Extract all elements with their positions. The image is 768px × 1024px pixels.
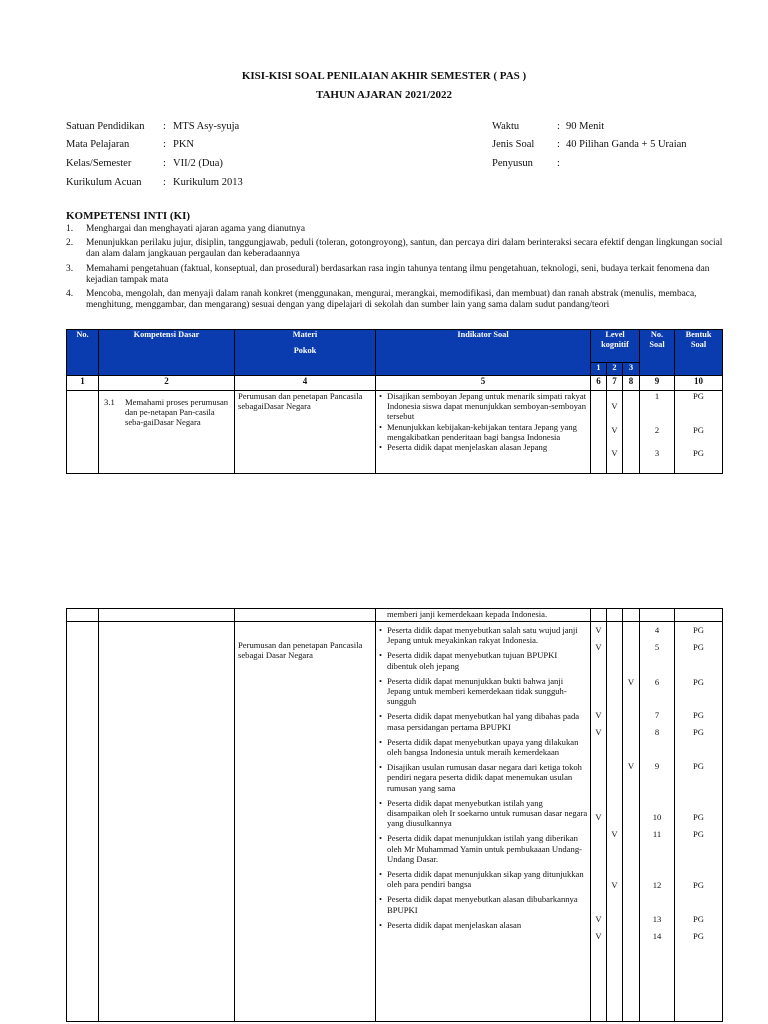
info-separator: : <box>163 121 166 132</box>
ki-text: Memahami pengetahuan (faktual, konseptual, dan prosedural) berdasarkan rasa ingin tahunya tentang ilmu pengetahuan, teknologi, seni, budaya terkait fenomena dan kejadian tampak mata <box>86 264 710 285</box>
check-mark: V <box>611 880 618 890</box>
question-number: 11 <box>652 829 662 839</box>
ki-heading: KOMPETENSI INTI (KI) <box>66 210 191 222</box>
ki-item <box>66 289 746 313</box>
header-no-soal-line: No. <box>650 330 664 339</box>
question-number: 5 <box>654 642 660 652</box>
header-level-3: 3 <box>623 363 640 376</box>
table-row <box>67 622 723 1022</box>
ki-number: 4. <box>66 289 74 299</box>
kisi-table-page-2 <box>66 608 723 1022</box>
column-number: 7 <box>607 376 623 391</box>
header-level-1: 1 <box>591 363 607 376</box>
level-3-cell <box>623 622 640 1022</box>
indicator-item: • Disajikan usulan rumusan dasar negara dari ketiga tokoh pendiri negara peserta didik dapat menemukan usulan rumusan yang sama <box>378 762 588 793</box>
info-value: MTS Asy-syuja <box>173 121 240 132</box>
question-type: PG <box>693 642 704 652</box>
header-no: No. <box>67 330 99 376</box>
indicator-item: • Peserta didik dapat menyebutkan salah satu wujud janji Jepang untuk meyakinkan rakyat Indonesia. <box>378 625 588 645</box>
check-mark: V <box>595 812 602 822</box>
header-indikator: Indikator Soal <box>376 330 591 376</box>
header-no-soal <box>640 330 675 376</box>
header-bentuk-line: Bentuk <box>685 330 712 339</box>
header-bentuk <box>675 330 723 376</box>
check-mark: V <box>595 727 602 737</box>
header-materi <box>235 330 376 376</box>
indicator-item: • Peserta didik dapat menjelaskan alasan <box>378 920 588 930</box>
question-type: PG <box>693 677 704 687</box>
column-number: 4 <box>235 376 376 391</box>
level-3-cell <box>623 391 640 474</box>
no-soal-cell <box>640 609 675 622</box>
bentuk-cell <box>675 391 723 474</box>
info-separator: : <box>163 139 166 150</box>
check-mark: V <box>595 914 602 924</box>
info-label: Kelas/Semester <box>66 158 132 169</box>
info-value: Kurikulum 2013 <box>173 177 243 188</box>
question-type: PG <box>693 425 705 435</box>
indicator-item: • Menunjukkan kebijakan-kebijakan tentara Jepang yang mengakibatkan penderitaan bagi bangsa Indonesia <box>378 422 588 442</box>
info-value: 40 Pilihan Ganda + 5 Uraian <box>566 139 687 150</box>
question-number: 13 <box>652 914 662 924</box>
info-value: VII/2 (Dua) <box>173 158 223 169</box>
question-type: PG <box>693 710 704 720</box>
row-no-cell <box>67 391 99 474</box>
question-type: PG <box>693 914 704 924</box>
info-separator: : <box>557 121 560 132</box>
header-materi-line: Materi <box>292 330 318 339</box>
level-3-cell <box>623 609 640 622</box>
indicator-item: • Peserta didik dapat menyebutkan hal yang dibahas pada masa persidangan pertama BPUPKI <box>378 711 588 731</box>
kd-cell <box>99 622 235 1022</box>
materi-text: Perumusan dan penetapan Pancasila sebagai Dasar Negara <box>238 640 363 661</box>
info-separator: : <box>557 158 560 169</box>
check-mark: V <box>595 931 602 941</box>
info-label: Kurikulum Acuan <box>66 177 142 188</box>
check-mark: V <box>595 710 602 720</box>
ki-item <box>66 238 746 262</box>
question-number: 6 <box>654 677 660 687</box>
indicator-item: • Peserta didik dapat menunjukkan bukti bahwa janji Jepang untuk memberi kemerdekaan tidak sungguh-sungguh <box>378 676 588 707</box>
question-type: PG <box>693 761 704 771</box>
question-type: PG <box>693 880 704 890</box>
table-row <box>67 609 723 622</box>
row-no-cell <box>67 622 99 1022</box>
question-type: PG <box>693 391 705 401</box>
check-mark: V <box>627 761 635 771</box>
indicator-item: • Peserta didik dapat menunjukkan sikap yang ditunjukkan oleh para pendiri bangsa <box>378 869 588 889</box>
ki-number: 2. <box>66 238 74 248</box>
indicator-item: • Peserta didik dapat menyebutkan istilah yang disampaikan oleh Ir soekarno untuk rumusan dasar negara yang diusulkannya <box>378 798 588 829</box>
document-subtitle: TAHUN AJARAN 2021/2022 <box>315 89 453 101</box>
check-mark: V <box>611 829 618 839</box>
header-no-soal-line: Soal <box>649 340 665 350</box>
bentuk-cell <box>675 609 723 622</box>
question-number: 12 <box>652 880 662 890</box>
check-mark: V <box>611 425 618 435</box>
level-2-cell <box>607 622 623 1022</box>
indicator-item: • Peserta didik dapat menunjukkan istilah yang diberikan oleh Mr Muhammad Yamin untuk pembukaaan Undang-Undang Dasar. <box>378 833 588 864</box>
indikator-cell <box>376 391 591 474</box>
question-number: 10 <box>652 812 662 822</box>
info-value: PKN <box>173 139 195 150</box>
ki-item <box>66 264 746 288</box>
header-level-line: Level <box>605 330 625 339</box>
question-number: 2 <box>654 425 660 435</box>
document-title: KISI-KISI SOAL PENILAIAN AKHIR SEMESTER ( PAS ) <box>241 70 527 82</box>
header-materi-line: Pokok <box>293 346 317 356</box>
materi-cell <box>235 391 376 474</box>
materi-text: Perumusan dan penetapan Pancasila sebagaiDasar Negara <box>238 391 363 412</box>
check-mark: V <box>627 677 635 687</box>
header-level-line: kognitif <box>601 340 629 350</box>
info-label: Penyusun <box>492 158 533 169</box>
question-type: PG <box>693 448 705 458</box>
question-number: 14 <box>652 931 662 941</box>
header-level-2: 2 <box>607 363 623 376</box>
column-number: 5 <box>376 376 591 391</box>
question-number: 1 <box>654 391 660 401</box>
ki-text: Menghargai dan menghayati ajaran agama yang dianutnya <box>86 224 306 234</box>
column-number: 6 <box>591 376 607 391</box>
check-mark: V <box>611 448 618 458</box>
info-label: Jenis Soal <box>492 139 535 150</box>
no-soal-cell <box>640 391 675 474</box>
column-number: 1 <box>67 376 99 391</box>
level-2-cell <box>607 391 623 474</box>
check-mark: V <box>595 625 602 635</box>
check-mark: V <box>611 401 618 411</box>
materi-cell <box>235 609 376 622</box>
info-label: Mata Pelajaran <box>66 139 130 150</box>
header-bentuk-line: Soal <box>690 340 707 350</box>
question-type: PG <box>693 812 704 822</box>
info-label: Waktu <box>492 121 520 132</box>
level-1-cell <box>591 391 607 474</box>
question-type: PG <box>693 931 704 941</box>
indicator-item: • Disajikan semboyan Jepang untuk menarik simpati rakyat Indonesia siswa dapat menunjukkan semboyan-semboyan tersebut <box>378 391 588 422</box>
indicator-continuation: memberi janji kemerdekaan kepada Indonesia. <box>387 609 548 619</box>
level-1-cell <box>591 609 607 622</box>
kd-number: 3.1 <box>104 397 115 407</box>
question-type: PG <box>693 727 704 737</box>
level-2-cell <box>607 609 623 622</box>
kd-cell <box>99 391 235 474</box>
bentuk-cell <box>675 622 723 1022</box>
ki-text: Mencoba, mengolah, dan menyaji dalam ranah konkret (menggunakan, mengurai, merangkai, memodifikasi, dan membuat) dan ranah abstrak (menulis, membaca, menghitung, menggambar, dan mengarang) sesuai dengan yang dipelajari di sekolah dan sumber lain yang sama dalam sudut pandang/teori <box>86 289 697 310</box>
indicator-item: • Peserta didik dapat menyebutkan alasan dibubarkannya BPUPKI <box>378 894 588 914</box>
column-number: 2 <box>99 376 235 391</box>
indikator-cell <box>376 622 591 1022</box>
indicator-item: • Peserta didik dapat menyebutkan tujuan BPUPKI dibentuk oleh jepang <box>378 650 588 670</box>
question-number: 4 <box>654 625 660 635</box>
ki-number: 1. <box>66 224 74 234</box>
header-level <box>591 330 640 363</box>
no-soal-cell <box>640 622 675 1022</box>
indicator-item: • Peserta didik dapat menjelaskan alasan Jepang <box>378 442 588 452</box>
info-separator: : <box>163 177 166 188</box>
info-value: 90 Menit <box>566 121 605 132</box>
kd-cell <box>99 609 235 622</box>
ki-number: 3. <box>66 264 74 274</box>
ki-text: Menunjukkan perilaku jujur, disiplin, tanggungjawab, peduli (toleran, gotongroyong), santun, dan percaya diri dalam berinteraksi secara efektif dengan lingkungan social dan alam dalam jangkauan pergaulan dan keberadaannya <box>86 238 723 259</box>
question-number: 8 <box>654 727 660 737</box>
question-number: 3 <box>654 448 660 458</box>
kisi-table-page-1 <box>66 329 723 474</box>
check-mark: V <box>595 642 602 652</box>
ki-item <box>66 224 746 236</box>
column-number: 8 <box>623 376 640 391</box>
info-separator: : <box>557 139 560 150</box>
question-number: 7 <box>654 710 660 720</box>
table-row <box>67 391 723 474</box>
question-number: 9 <box>654 761 660 771</box>
materi-cell <box>235 622 376 1022</box>
question-type: PG <box>693 829 704 839</box>
info-separator: : <box>163 158 166 169</box>
indikator-cell <box>376 609 591 622</box>
question-type: PG <box>693 625 704 635</box>
level-1-cell <box>591 622 607 1022</box>
header-kd: Kompetensi Dasar <box>99 330 235 376</box>
column-number: 9 <box>640 376 675 391</box>
indicator-item: • Peserta didik dapat menyebutkan upaya yang dilakukan oleh bangsa Indonesia untuk meraih kemerdekaan <box>378 737 588 757</box>
column-number: 10 <box>675 376 723 391</box>
row-no-cell <box>67 609 99 622</box>
kd-text: Memahami proses perumusan dan pe-netapan Pan-casila seba-gaiDasar Negara <box>125 397 229 428</box>
info-label: Satuan Pendidikan <box>66 121 145 132</box>
